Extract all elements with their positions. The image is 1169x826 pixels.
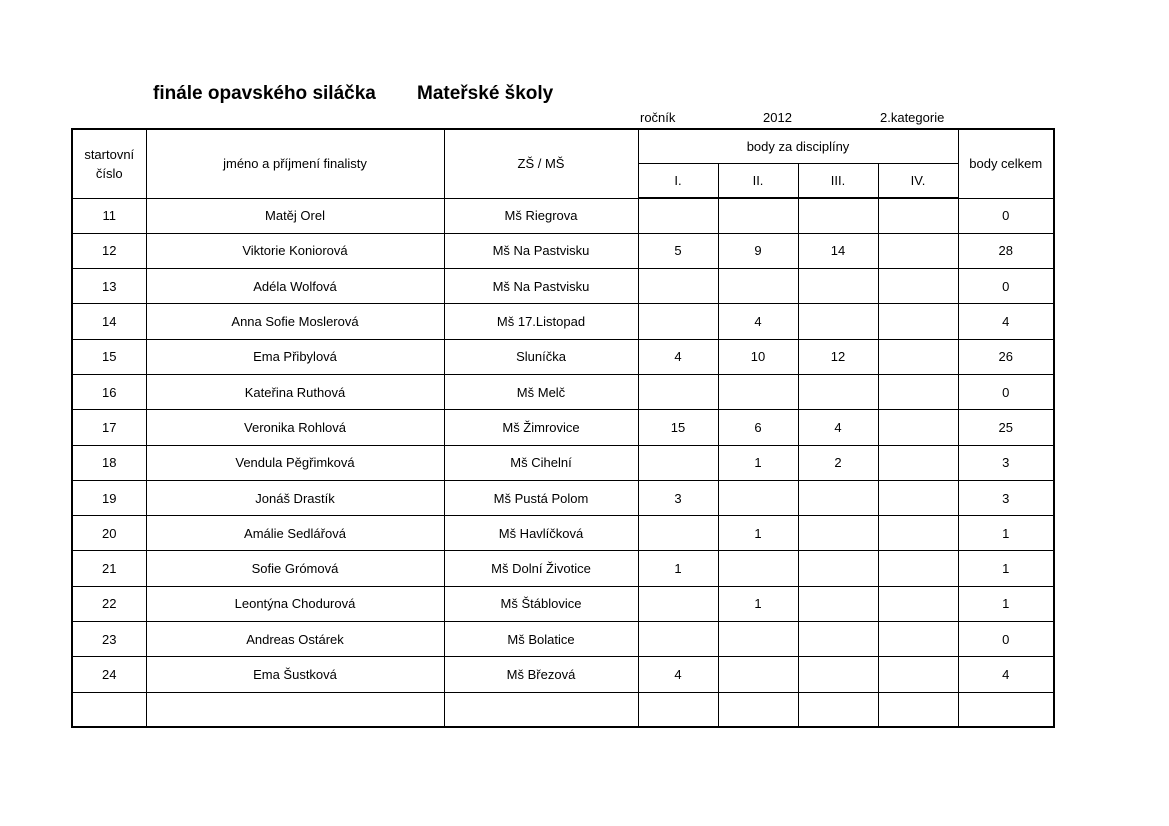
cell-start-number: 24	[72, 657, 146, 692]
cell-start-number: 11	[72, 198, 146, 233]
cell-discipline-3	[798, 622, 878, 657]
cell-discipline-4	[878, 410, 958, 445]
cell-discipline-3	[798, 516, 878, 551]
cell-discipline-4	[878, 233, 958, 268]
cell-total-points	[958, 692, 1054, 727]
cell-discipline-2: 1	[718, 586, 798, 621]
cell-school: Mš Na Pastvisku	[444, 233, 638, 268]
cell-school: Mš Riegrova	[444, 198, 638, 233]
cell-total-points: 3	[958, 445, 1054, 480]
cell-discipline-4	[878, 551, 958, 586]
cell-start-number: 19	[72, 480, 146, 515]
cell-finalist-name: Adéla Wolfová	[146, 269, 444, 304]
cell-discipline-4	[878, 304, 958, 339]
cell-discipline-3: 4	[798, 410, 878, 445]
table-row	[72, 622, 1054, 657]
cell-finalist-name: Matěj Orel	[146, 198, 444, 233]
cell-finalist-name: Anna Sofie Moslerová	[146, 304, 444, 339]
cell-discipline-1	[638, 622, 718, 657]
cell-start-number: 13	[72, 269, 146, 304]
cell-school: Mš Bolatice	[444, 622, 638, 657]
table-row	[72, 551, 1054, 586]
table-row	[72, 516, 1054, 551]
cell-discipline-1: 15	[638, 410, 718, 445]
cell-discipline-1	[638, 269, 718, 304]
cell-discipline-3	[798, 551, 878, 586]
table-row	[72, 480, 1054, 515]
cell-finalist-name: Leontýna Chodurová	[146, 586, 444, 621]
cell-finalist-name	[146, 692, 444, 727]
cell-discipline-2	[718, 269, 798, 304]
cell-discipline-1: 1	[638, 551, 718, 586]
cell-discipline-2	[718, 551, 798, 586]
table-row	[72, 198, 1054, 233]
table-row	[72, 692, 1054, 727]
table-row	[72, 339, 1054, 374]
cell-school: Mš Žimrovice	[444, 410, 638, 445]
cell-discipline-3	[798, 269, 878, 304]
cell-discipline-1	[638, 198, 718, 233]
cell-discipline-3: 2	[798, 445, 878, 480]
cell-finalist-name: Amálie Sedlářová	[146, 516, 444, 551]
cell-start-number: 14	[72, 304, 146, 339]
header-discipline-2: II.	[718, 163, 798, 198]
cell-discipline-4	[878, 657, 958, 692]
cell-discipline-1: 4	[638, 657, 718, 692]
cell-school: Mš 17.Listopad	[444, 304, 638, 339]
cell-total-points: 4	[958, 657, 1054, 692]
cell-start-number: 18	[72, 445, 146, 480]
cell-discipline-1: 5	[638, 233, 718, 268]
cell-discipline-3	[798, 692, 878, 727]
cell-total-points: 1	[958, 516, 1054, 551]
year-value: 2012	[763, 110, 792, 125]
cell-finalist-name: Veronika Rohlová	[146, 410, 444, 445]
cell-school: Mš Dolní Životice	[444, 551, 638, 586]
year-label: ročník	[640, 110, 676, 125]
cell-total-points: 1	[958, 586, 1054, 621]
cell-school: Sluníčka	[444, 339, 638, 374]
header-start-number: startovní číslo	[72, 129, 146, 198]
cell-total-points: 28	[958, 233, 1054, 268]
cell-discipline-2: 10	[718, 339, 798, 374]
header-discipline-4: IV.	[878, 163, 958, 198]
cell-school: Mš Březová	[444, 657, 638, 692]
cell-discipline-4	[878, 480, 958, 515]
cell-discipline-3	[798, 657, 878, 692]
cell-discipline-4	[878, 374, 958, 409]
cell-discipline-2	[718, 374, 798, 409]
cell-discipline-3	[798, 198, 878, 233]
table-row	[72, 269, 1054, 304]
cell-discipline-2	[718, 657, 798, 692]
table-row	[72, 374, 1054, 409]
cell-discipline-4	[878, 445, 958, 480]
cell-finalist-name: Sofie Grómová	[146, 551, 444, 586]
cell-school: Mš Na Pastvisku	[444, 269, 638, 304]
cell-finalist-name: Ema Šustková	[146, 657, 444, 692]
cell-start-number: 15	[72, 339, 146, 374]
cell-total-points: 0	[958, 622, 1054, 657]
cell-discipline-1	[638, 692, 718, 727]
cell-school: Mš Melč	[444, 374, 638, 409]
cell-total-points: 0	[958, 374, 1054, 409]
cell-discipline-2	[718, 480, 798, 515]
cell-total-points: 4	[958, 304, 1054, 339]
cell-discipline-2: 6	[718, 410, 798, 445]
header-school: ZŠ / MŠ	[444, 129, 638, 198]
cell-start-number: 12	[72, 233, 146, 268]
cell-discipline-4	[878, 198, 958, 233]
header-total-points: body celkem	[958, 129, 1054, 198]
cell-discipline-1: 4	[638, 339, 718, 374]
cell-school: Mš Pustá Polom	[444, 480, 638, 515]
cell-discipline-1	[638, 445, 718, 480]
cell-finalist-name: Viktorie Koniorová	[146, 233, 444, 268]
cell-discipline-2: 9	[718, 233, 798, 268]
cell-discipline-3: 12	[798, 339, 878, 374]
results-table	[71, 128, 1055, 728]
cell-finalist-name: Kateřina Ruthová	[146, 374, 444, 409]
cell-finalist-name: Jonáš Drastík	[146, 480, 444, 515]
cell-start-number: 17	[72, 410, 146, 445]
cell-discipline-3	[798, 374, 878, 409]
table-row	[72, 410, 1054, 445]
cell-discipline-1	[638, 304, 718, 339]
cell-school: Mš Štáblovice	[444, 586, 638, 621]
cell-school	[444, 692, 638, 727]
table-row	[72, 657, 1054, 692]
cell-start-number: 21	[72, 551, 146, 586]
cell-discipline-3	[798, 586, 878, 621]
table-row	[72, 233, 1054, 268]
cell-start-number: 23	[72, 622, 146, 657]
cell-total-points: 0	[958, 198, 1054, 233]
cell-finalist-name: Vendula Pěgřimková	[146, 445, 444, 480]
cell-discipline-4	[878, 269, 958, 304]
cell-discipline-3	[798, 304, 878, 339]
cell-finalist-name: Ema Přibylová	[146, 339, 444, 374]
cell-total-points: 26	[958, 339, 1054, 374]
cell-finalist-name: Andreas Ostárek	[146, 622, 444, 657]
cell-discipline-4	[878, 516, 958, 551]
cell-total-points: 25	[958, 410, 1054, 445]
cell-total-points: 0	[958, 269, 1054, 304]
cell-discipline-3	[798, 480, 878, 515]
cell-discipline-1	[638, 374, 718, 409]
table-row	[72, 304, 1054, 339]
table-row	[72, 586, 1054, 621]
cell-discipline-1	[638, 586, 718, 621]
cell-school: Mš Havlíčková	[444, 516, 638, 551]
header-discipline-points: body za disciplíny	[638, 129, 958, 163]
cell-total-points: 1	[958, 551, 1054, 586]
cell-discipline-3: 14	[798, 233, 878, 268]
cell-start-number: 22	[72, 586, 146, 621]
cell-start-number: 20	[72, 516, 146, 551]
cell-start-number: 16	[72, 374, 146, 409]
results-body	[72, 198, 1054, 727]
cell-discipline-2: 4	[718, 304, 798, 339]
header-finalist-name: jméno a příjmení finalisty	[146, 129, 444, 198]
cell-discipline-2	[718, 622, 798, 657]
cell-start-number	[72, 692, 146, 727]
cell-discipline-1: 3	[638, 480, 718, 515]
cell-school: Mš Cihelní	[444, 445, 638, 480]
cell-discipline-1	[638, 516, 718, 551]
cell-discipline-2	[718, 692, 798, 727]
cell-discipline-4	[878, 622, 958, 657]
cell-discipline-4	[878, 339, 958, 374]
cell-discipline-4	[878, 692, 958, 727]
cell-discipline-2: 1	[718, 445, 798, 480]
header-discipline-3: III.	[798, 163, 878, 198]
table-row	[72, 445, 1054, 480]
cell-discipline-2: 1	[718, 516, 798, 551]
cell-discipline-4	[878, 586, 958, 621]
document-subtitle: Mateřské školy	[417, 83, 554, 104]
cell-discipline-2	[718, 198, 798, 233]
header-discipline-1: I.	[638, 163, 718, 198]
document-title: finále opavského siláčka	[153, 83, 376, 104]
cell-total-points: 3	[958, 480, 1054, 515]
category-label: 2.kategorie	[880, 110, 945, 125]
